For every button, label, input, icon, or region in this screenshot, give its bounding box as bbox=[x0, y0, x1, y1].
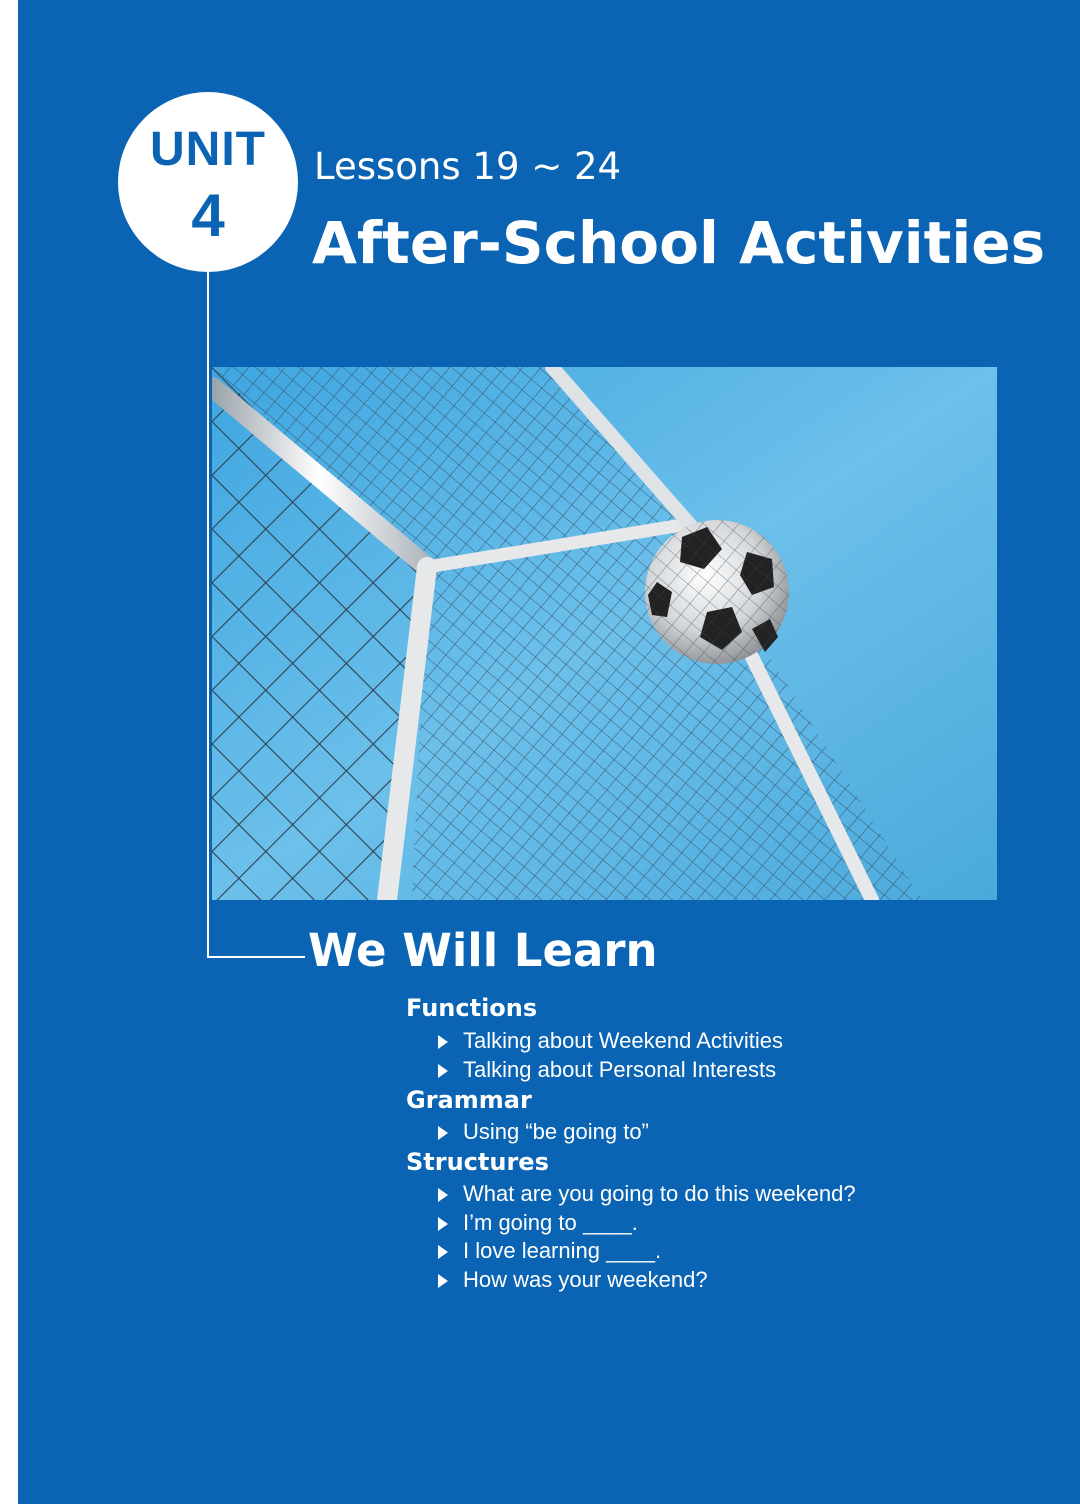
list-item: Talking about Personal Interests bbox=[438, 1059, 776, 1081]
bullet-arrow-icon bbox=[438, 1274, 448, 1288]
bullet-arrow-icon bbox=[438, 1217, 448, 1231]
soccer-goal-photo bbox=[212, 367, 997, 900]
unit-label: UNIT bbox=[150, 123, 266, 176]
we-will-learn-heading: We Will Learn bbox=[308, 924, 658, 977]
connector-line-horizontal bbox=[207, 956, 305, 958]
list-item: How was your weekend? bbox=[438, 1269, 708, 1291]
section-grammar: Grammar bbox=[406, 1086, 532, 1114]
bullet-arrow-icon bbox=[438, 1064, 448, 1078]
lessons-range: Lessons 19 ~ 24 bbox=[314, 145, 622, 188]
list-item: I love learning ____. bbox=[438, 1240, 661, 1262]
list-item: I’m going to ____. bbox=[438, 1212, 638, 1234]
unit-title: After-School Activities bbox=[312, 209, 1046, 277]
bullet-arrow-icon bbox=[438, 1245, 448, 1259]
bullet-arrow-icon bbox=[438, 1126, 448, 1140]
unit-cover-page bbox=[18, 0, 1080, 1504]
soccer-ball-icon bbox=[645, 520, 789, 664]
connector-line-vertical bbox=[207, 272, 209, 958]
unit-badge bbox=[118, 92, 298, 272]
section-functions: Functions bbox=[406, 994, 538, 1022]
section-structures: Structures bbox=[406, 1148, 549, 1176]
list-item: Using “be going to” bbox=[438, 1121, 649, 1143]
list-item: What are you going to do this weekend? bbox=[438, 1183, 856, 1205]
bullet-arrow-icon bbox=[438, 1035, 448, 1049]
list-item: Talking about Weekend Activities bbox=[438, 1030, 783, 1052]
unit-number: 4 bbox=[191, 182, 225, 249]
bullet-arrow-icon bbox=[438, 1188, 448, 1202]
